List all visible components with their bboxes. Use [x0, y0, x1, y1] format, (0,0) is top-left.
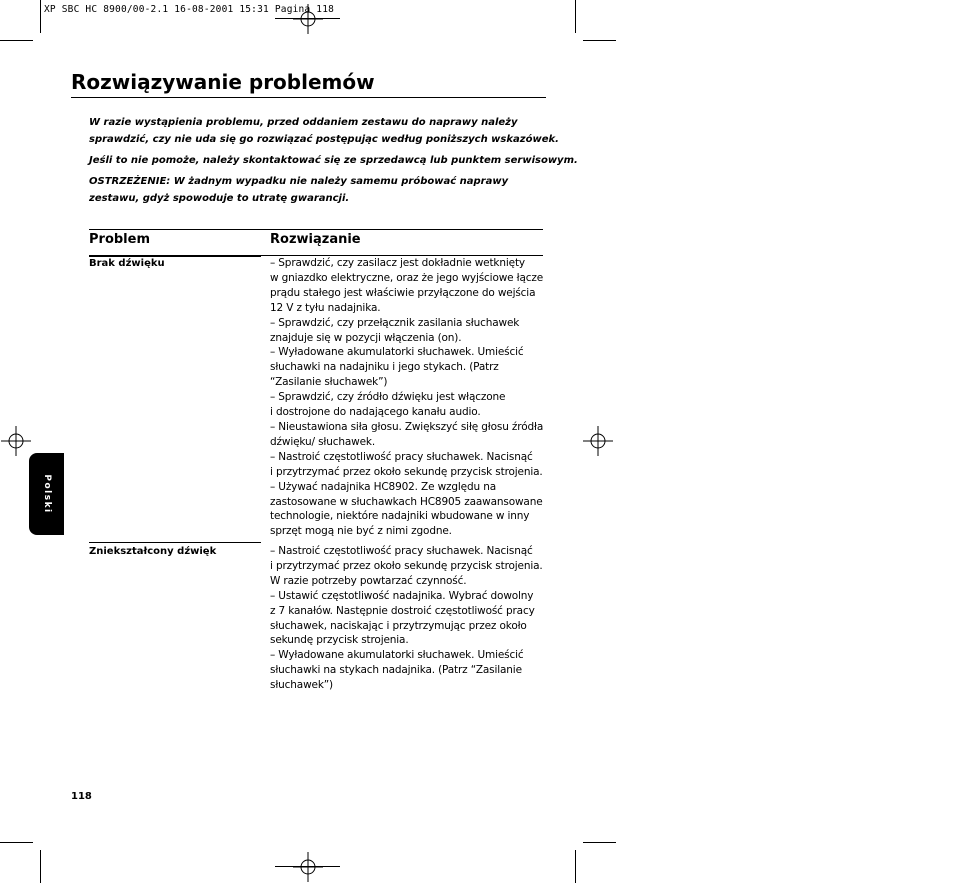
problem-rule	[89, 256, 261, 257]
table-top-rule	[89, 229, 543, 230]
column-header-problem: Problem	[89, 232, 150, 247]
solution-line: z 7 kanałów. Następnie dostroić częstotliwość pracy	[270, 604, 535, 617]
solution-no-sound	[270, 256, 546, 539]
solution-line: słuchawki na nadajniku i jego stykach. (Patrz	[270, 361, 499, 374]
solution-line: słuchawek”)	[270, 679, 333, 692]
solution-distorted-sound	[270, 544, 546, 693]
solution-line: w gniazdko elektryczne, oraz że jego wyjściowe łącze	[270, 271, 544, 284]
solution-line: – Sprawdzić, czy przełącznik zasilania słuchawek	[270, 316, 520, 329]
warning-line-2: zestawu, gdyż spowoduje to utratę gwarancji.	[89, 193, 350, 204]
registration-mark-left-icon	[1, 426, 31, 456]
solution-line: – Nastroić częstotliwość pracy słuchawek. Nacisnąć	[270, 450, 533, 463]
solution-line: – Nastroić częstotliwość pracy słuchawek. Nacisnąć	[270, 545, 533, 557]
page-number: 118	[71, 791, 92, 802]
solution-line: – Ustawić częstotliwość nadajnika. Wybrać dowolny	[270, 589, 534, 602]
intro-line-1: W razie wystąpienia problemu, przed oddaniem zestawu do naprawy należy	[89, 117, 518, 128]
solution-line: i przytrzymać przez około sekundę przycisk strojenia.	[270, 465, 543, 478]
crop-mark-bottom-right-h	[583, 842, 616, 843]
print-header: XP SBC HC 8900/00-2.1 16-08-2001 15:31 Pagina 118	[44, 4, 335, 15]
solution-line: technologie, niektóre nadajniki wbudowane w inny	[270, 510, 530, 523]
crop-mark-bottom-left-h	[0, 842, 33, 843]
solution-line: sprzęt mogą nie być z nimi zgodne.	[270, 525, 452, 538]
solution-line: W razie potrzeby powtarzać czynność.	[270, 574, 467, 587]
title-rule	[71, 97, 546, 98]
warning-line-1: OSTRZEŻENIE: W żadnym wypadku nie należy samemu próbować naprawy	[89, 176, 509, 187]
solution-line: prądu stałego jest właściwie przyłączone do wejścia	[270, 286, 536, 299]
intro-line-3: Jeśli to nie pomoże, należy skontaktować się ze sprzedawcą lub punktem serwisowym.	[89, 155, 578, 166]
column-header-solution: Rozwiązanie	[270, 232, 361, 247]
solution-line: – Wyładowane akumulatorki słuchawek. Umieścić	[270, 346, 524, 359]
crop-mark-bottom-left-v	[40, 850, 41, 883]
solution-line: 12 V z tyłu nadajnika.	[270, 301, 381, 314]
problem-no-sound: Brak dźwięku	[89, 258, 165, 269]
crop-mark-top-right-v	[575, 0, 576, 33]
problem-distorted-sound: Zniekształcony dźwięk	[89, 546, 217, 557]
registration-mark-bottom-icon	[293, 852, 323, 882]
registration-mark-top-icon	[293, 4, 323, 34]
solution-line: – Sprawdzić, czy źródło dźwięku jest włączone	[270, 391, 506, 404]
solution-line: – Nieustawiona siła głosu. Zwiększyć siłę głosu źródła	[270, 420, 544, 433]
registration-mark-right-icon	[583, 426, 613, 456]
crop-mark-top-right-h	[583, 40, 616, 41]
language-tab-label: Polski	[41, 474, 52, 514]
crop-mark-top-left-v	[40, 0, 41, 33]
solution-line: i przytrzymać przez około sekundę przycisk strojenia.	[270, 559, 543, 572]
solution-line: znajduje się w pozycji włączenia (on).	[270, 331, 462, 344]
solution-line: słuchawek, naciskając i przytrzymując przez około	[270, 619, 527, 632]
solution-line: “Zasilanie słuchawek”)	[270, 376, 388, 389]
solution-line: dźwięku/ słuchawek.	[270, 435, 376, 448]
crop-mark-bottom-right-v	[575, 850, 576, 883]
solution-line: słuchawki na stykach nadajnika. (Patrz “Zasilanie	[270, 664, 522, 677]
solution-line: – Używać nadajnika HC8902. Ze względu na	[270, 480, 496, 493]
solution-line: – Wyładowane akumulatorki słuchawek. Umieścić	[270, 649, 524, 662]
intro-line-2: sprawdzić, czy nie uda się go rozwiązać postępując według poniższych wskazówek.	[89, 134, 559, 145]
problem-rule	[89, 542, 261, 543]
crop-mark-top-left-h	[0, 40, 33, 41]
solution-line: sekundę przycisk strojenia.	[270, 634, 409, 647]
page-title: Rozwiązywanie problemów	[71, 70, 375, 94]
solution-line: i dostrojone do nadającego kanału audio.	[270, 406, 481, 419]
solution-line: – Sprawdzić, czy zasilacz jest dokładnie wetknięty	[270, 257, 525, 269]
solution-line: zastosowane w słuchawkach HC8905 zaawansowane	[270, 495, 543, 508]
language-tab	[29, 453, 64, 535]
